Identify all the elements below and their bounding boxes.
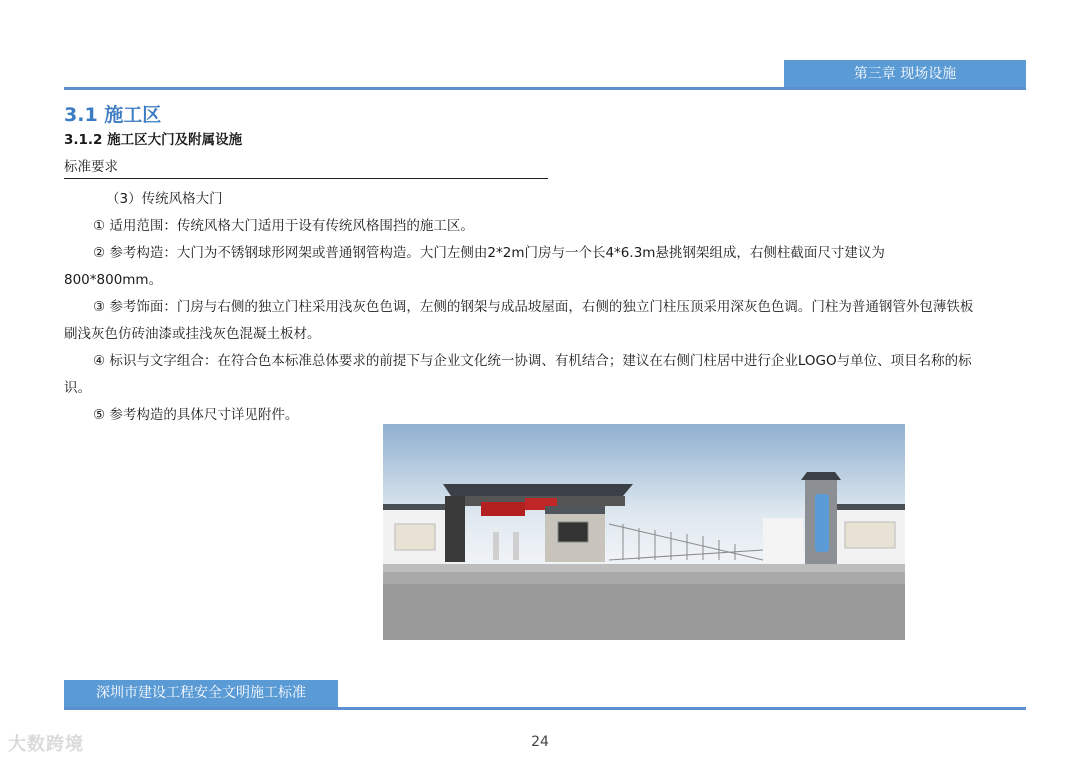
- body-text: [64, 186, 982, 429]
- paragraph-structure: ② 参考构造：大门为不锈钢球形网架或普通钢管构造。大门左侧由2*2m门房与一个长4*6.3m悬挑钢架组成，右侧柱截面尺寸建议为800*800mm。: [64, 245, 885, 288]
- gate-rendering-image: [383, 424, 905, 640]
- paragraph-dimensions: ⑤ 参考构造的具体尺寸详见附件。: [93, 407, 299, 423]
- paragraph-scope: ① 适用范围：传统风格大门适用于设有传统风格围挡的施工区。: [93, 218, 474, 234]
- header-rule: [64, 87, 1026, 90]
- standard-label: 标准要求: [64, 159, 118, 175]
- body-heading: （3）传统风格大门: [106, 191, 223, 207]
- paragraph-finish: ③ 参考饰面：门房与右侧的独立门柱采用浅灰色色调，左侧的钢架与成品坡屋面，右侧的独立门柱压顶采用深灰色色调。门柱为普通钢管外包薄铁板刷浅灰色仿砖油漆或挂浅灰色混凝土板材。: [64, 299, 974, 342]
- section-title: 3.1 施工区: [64, 104, 162, 126]
- label-underline: [64, 178, 548, 179]
- page-number: 24: [531, 734, 549, 750]
- paragraph-signage: ④ 标识与文字组合：在符合色本标准总体要求的前提下与企业文化统一协调、有机结合；建议在右侧门柱居中进行企业LOGO与单位、项目名称的标识。: [64, 353, 972, 396]
- footer-title-tab: 深圳市建设工程安全文明施工标准: [64, 680, 338, 707]
- chapter-tab: 第三章 现场设施: [784, 60, 1026, 89]
- footer-rule: [64, 707, 1026, 710]
- subsection-title: 3.1.2 施工区大门及附属设施: [64, 132, 243, 148]
- watermark-logo: 大数跨境: [8, 734, 84, 755]
